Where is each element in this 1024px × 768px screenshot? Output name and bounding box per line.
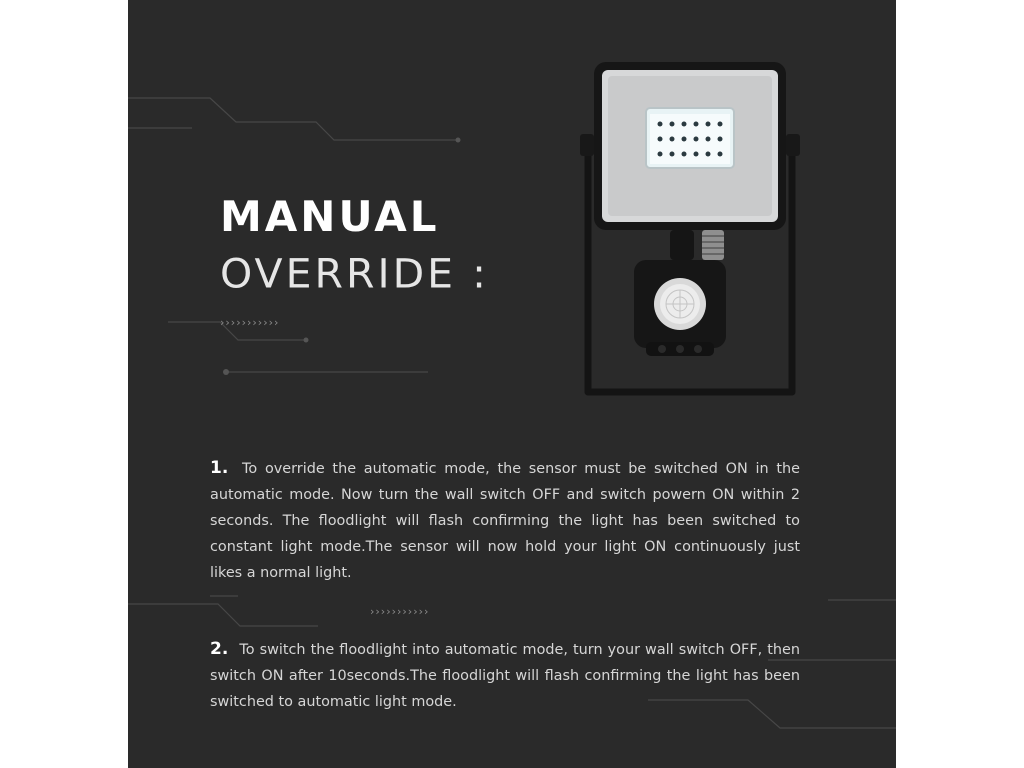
manual-override-panel — [128, 0, 896, 768]
step-number-2: 2. — [210, 639, 229, 659]
title-override: OVERRIDE : — [220, 250, 489, 298]
step-text-2: To switch the floodlight into automatic mode, turn your wall switch OFF, then switch ON after 10seconds.The floodlight will flash confirming the light has been switched to automatic light mode. — [210, 642, 800, 710]
title-manual: MANUAL — [220, 192, 440, 241]
chevron-divider-top: ››››››››››› — [220, 316, 280, 329]
step-number-1: 1. — [210, 458, 229, 478]
floodlight-sensor-image — [580, 62, 800, 402]
step-text-1: To override the automatic mode, the sensor must be switched ON in the automatic mode. Now turn the wall switch OFF and switch powern ON within 2 seconds. The floodlight will flash confirming the light has been switched to constant light mode.The sensor will now hold your light ON continuously just likes a normal light. — [210, 461, 800, 581]
chevron-divider-mid: ››››››››››› — [370, 605, 430, 618]
instruction-step-2 — [210, 636, 800, 715]
instruction-step-1 — [210, 455, 800, 586]
